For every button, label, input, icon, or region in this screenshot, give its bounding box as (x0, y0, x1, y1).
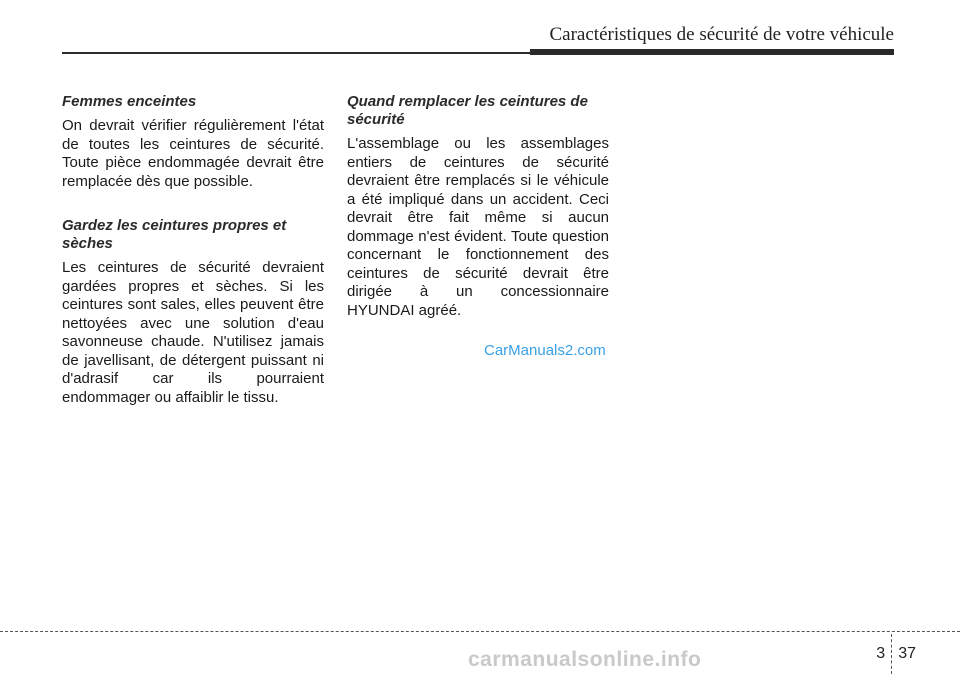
watermark-link[interactable]: CarManuals2.com (484, 342, 606, 359)
page-number-separator (891, 634, 892, 674)
header-rule-left (62, 52, 530, 54)
middle-column (347, 93, 609, 320)
section-heading-keep-clean: Gardez les ceintures propres et sèches (62, 217, 287, 252)
section-body-when-replace: L'assemblage ou les assemblages entiers de ceintures de sécurité devraient être remplacés si le véhicule a été impliqué dans un accident. Ceci devrait être fait même si aucun dommage n'est évident. Toute question concernant le fonctionnement des ceintures de sécurité devrait être dirigée à un concessionnaire HYUNDAI agréé. (347, 135, 609, 319)
section-heading-when-replace: Quand remplacer les ceintures de sécurité (347, 93, 588, 128)
section-heading-pregnant-women: Femmes enceintes (62, 93, 197, 110)
page-header-title: Caractéristiques de sécurité de votre véhicule (549, 24, 894, 45)
page-number-value: 37 (898, 645, 916, 662)
section-spacer (62, 191, 324, 217)
chapter-number: 3 (876, 645, 886, 662)
header-rule-right (530, 49, 894, 55)
section-body-pregnant-women: On devrait vérifier régulièrement l'état de toutes les ceintures de sécurité. Toute pièce endommagée devrait être remplacée dès que possible. (62, 117, 324, 190)
left-column (62, 93, 324, 407)
page-number (876, 634, 916, 674)
footer-watermark[interactable]: carmanualsonline.info (468, 648, 702, 671)
section-body-keep-clean: Les ceintures de sécurité devraient gardées propres et sèches. Si les ceintures sont sales, elles peuvent être nettoyées avec une solution d'eau savonneuse chaude. N'utilisez jamais de javellisant, de détergent puissant ni d'adrasif car ils pourraient endommager ou affaiblir le tissu. (62, 259, 324, 406)
footer-rule (0, 631, 960, 632)
